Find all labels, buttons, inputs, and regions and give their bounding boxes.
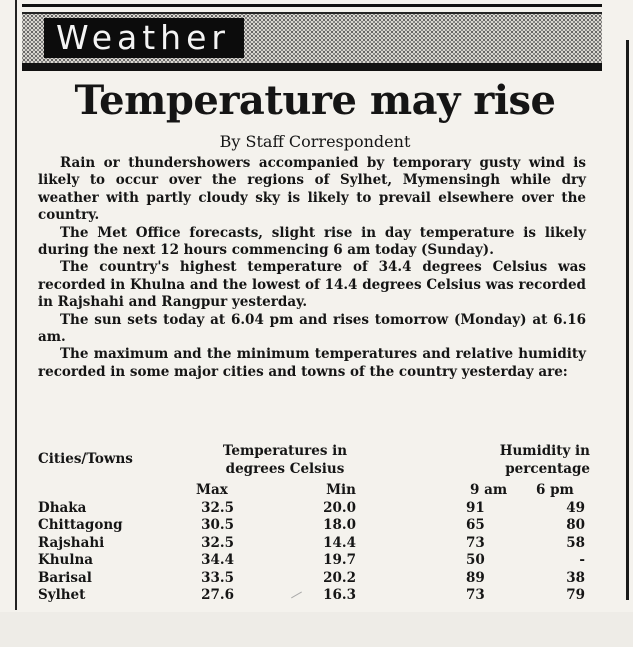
max-temp: 30.5 [201,517,234,534]
humidity-6pm: 58 [566,534,585,551]
max-temp: 32.5 [201,500,234,516]
humidity-header-line1: Humidity in [499,443,590,459]
max-temp: 32.5 [201,534,234,551]
cities-header: Cities/Towns [38,451,133,467]
humidity-6pm: 38 [566,569,585,586]
am-column-header: 9 am [470,482,508,498]
min-temp: 14.4 [323,534,356,551]
city-name: Chittagong [38,517,123,534]
humidity-header-line2: percentage [505,461,590,477]
min-temp: 16.3 [323,587,356,603]
paragraph: The sun sets today at 6.04 pm and rises tomorrow (Monday) at 6.16 am. [38,311,586,346]
section-label: Weather [44,18,244,58]
max-temp: 33.5 [201,569,234,586]
headline: Temperature may rise [74,77,556,124]
pm-column-header: 6 pm [536,482,574,498]
city-name: Khulna [38,552,94,569]
max-temp: 27.6 [201,587,234,603]
max-temp: 34.4 [201,552,234,569]
column-rule-right [626,40,629,600]
paragraph: The maximum and the minimum temperatures and relative humidity recorded in some major cities and towns of the country yesterday are: [38,346,586,380]
top-rule [22,4,602,7]
banner-underline [22,63,602,71]
humidity-6pm: 80 [566,517,585,534]
min-temp: 20.2 [323,569,356,586]
min-temp: 20.0 [323,500,356,516]
min-temp: 19.7 [323,552,356,569]
max-column-header: Max [196,482,228,498]
humidity-9am: 73 [466,587,485,603]
min-temp: 18.0 [323,517,356,534]
column-rule-left [15,0,17,610]
paragraph: The country's highest temperature of 34.4 degrees Celsius was recorded in Khulna and the lowest of 14.4 degrees Celsius was recorded in Rajshahi and Rangpur yesterday. [38,259,586,311]
paragraph: Rain or thundershowers accompanied by temporary gusty wind is likely to occur over the regions of Sylhet, Mymensingh while dry weather with partly cloudy sky is likely to prevail elsewhere over the country. [38,155,586,224]
humidity-6pm: - [579,552,585,569]
temperature-header-line1: Temperatures in [222,443,348,459]
humidity-9am: 73 [466,534,485,551]
temperature-header-line2: degrees Celsius [225,461,345,477]
humidity-9am: 91 [466,500,485,516]
city-name: Sylhet [38,587,86,603]
city-name: Dhaka [38,500,87,516]
page-margin-bottom [0,612,633,647]
paragraph: The Met Office forecasts, slight rise in day temperature is likely during the next 12 hours commencing 6 am today (Sunday). [38,224,586,259]
humidity-6pm: 49 [566,500,585,516]
article-body [38,155,586,381]
min-column-header: Min [326,482,356,498]
humidity-9am: 89 [466,569,485,586]
city-name: Barisal [38,569,92,586]
humidity-6pm: 79 [566,587,585,603]
city-name: Rajshahi [38,534,105,551]
humidity-9am: 65 [466,517,485,534]
humidity-9am: 50 [466,552,485,569]
byline: By Staff Correspondent [219,132,411,151]
